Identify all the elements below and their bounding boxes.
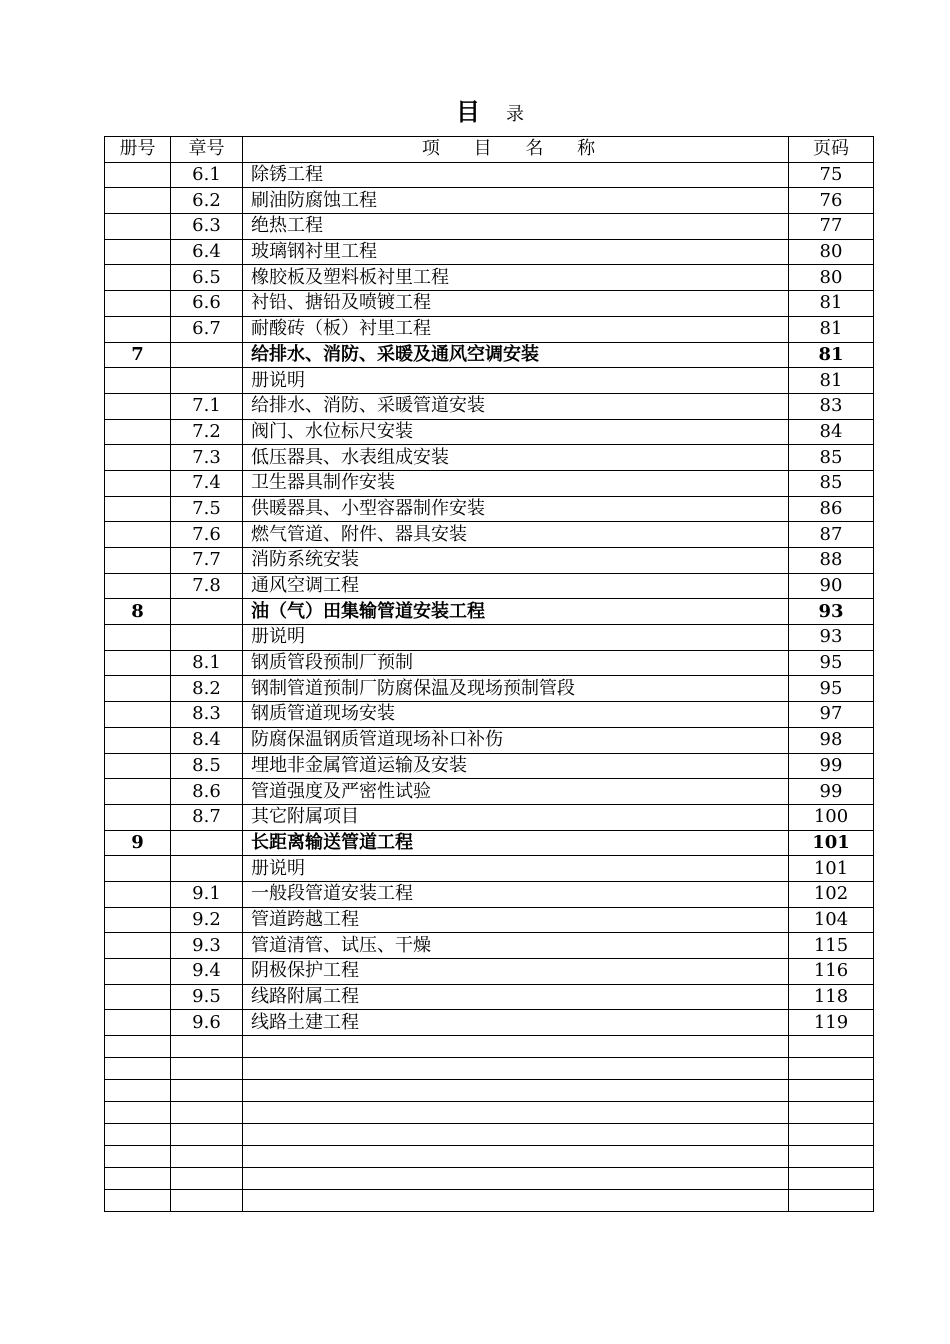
volume-cell xyxy=(105,419,171,445)
chapter-cell xyxy=(171,625,243,651)
table-row xyxy=(105,496,874,522)
empty-cell xyxy=(789,1190,874,1212)
empty-cell xyxy=(171,1168,243,1190)
page-number-cell: 95 xyxy=(789,650,874,676)
table-row xyxy=(105,162,874,188)
page-number-cell: 116 xyxy=(789,959,874,985)
volume-cell xyxy=(105,445,171,471)
header-chapter: 章号 xyxy=(171,137,243,163)
page-number-cell: 119 xyxy=(789,1010,874,1036)
item-name-cell: 玻璃钢衬里工程 xyxy=(243,239,789,265)
chapter-cell: 9.1 xyxy=(171,881,243,907)
item-name-cell: 给排水、消防、采暖及通风空调安装 xyxy=(243,342,789,368)
item-name-cell: 绝热工程 xyxy=(243,214,789,240)
item-name-cell: 防腐保温钢质管道现场补口补伤 xyxy=(243,727,789,753)
chapter-cell: 6.2 xyxy=(171,188,243,214)
item-name-cell: 其它附属项目 xyxy=(243,804,789,830)
table-row xyxy=(105,933,874,959)
empty-cell xyxy=(789,1124,874,1146)
volume-cell xyxy=(105,265,171,291)
item-name-cell: 管道清管、试压、干燥 xyxy=(243,933,789,959)
item-name-cell: 阀门、水位标尺安装 xyxy=(243,419,789,445)
item-name-cell: 长距离输送管道工程 xyxy=(243,830,789,856)
page-number-cell: 95 xyxy=(789,676,874,702)
chapter-cell: 6.3 xyxy=(171,214,243,240)
item-name-cell: 耐酸砖（板）衬里工程 xyxy=(243,316,789,342)
chapter-cell: 6.6 xyxy=(171,291,243,317)
table-row xyxy=(105,188,874,214)
chapter-cell: 7.2 xyxy=(171,419,243,445)
table-row xyxy=(105,291,874,317)
chapter-cell xyxy=(171,599,243,625)
empty-cell xyxy=(171,1190,243,1212)
empty-cell xyxy=(105,1102,171,1124)
page-number-cell: 97 xyxy=(789,702,874,728)
page-number-cell: 115 xyxy=(789,933,874,959)
empty-row xyxy=(105,1102,874,1124)
chapter-cell: 6.7 xyxy=(171,316,243,342)
item-name-cell: 阴极保护工程 xyxy=(243,959,789,985)
page-number-cell: 118 xyxy=(789,984,874,1010)
empty-cell xyxy=(171,1080,243,1102)
page-number-cell: 81 xyxy=(789,316,874,342)
empty-cell xyxy=(243,1146,789,1168)
header-page: 页码 xyxy=(789,137,874,163)
volume-cell xyxy=(105,804,171,830)
item-name-cell: 除锈工程 xyxy=(243,162,789,188)
table-row xyxy=(105,548,874,574)
chapter-cell: 9.5 xyxy=(171,984,243,1010)
empty-cell xyxy=(243,1190,789,1212)
chapter-cell xyxy=(171,830,243,856)
chapter-cell: 8.6 xyxy=(171,779,243,805)
volume-cell xyxy=(105,856,171,882)
page-number-cell: 85 xyxy=(789,470,874,496)
table-row xyxy=(105,856,874,882)
title-main: 目 xyxy=(456,97,480,126)
item-name-cell: 钢质管段预制厂预制 xyxy=(243,650,789,676)
volume-cell xyxy=(105,368,171,394)
volume-cell: 8 xyxy=(105,599,171,625)
table-row xyxy=(105,881,874,907)
volume-cell xyxy=(105,214,171,240)
table-row xyxy=(105,599,874,625)
volume-cell xyxy=(105,881,171,907)
page-number-cell: 88 xyxy=(789,548,874,574)
chapter-cell: 8.1 xyxy=(171,650,243,676)
item-name-cell: 管道强度及严密性试验 xyxy=(243,779,789,805)
empty-row xyxy=(105,1080,874,1102)
page-number-cell: 77 xyxy=(789,214,874,240)
table-row xyxy=(105,959,874,985)
chapter-cell: 7.7 xyxy=(171,548,243,574)
page-number-cell: 104 xyxy=(789,907,874,933)
empty-cell xyxy=(171,1102,243,1124)
volume-cell: 9 xyxy=(105,830,171,856)
volume-cell xyxy=(105,650,171,676)
table-row xyxy=(105,779,874,805)
empty-cell xyxy=(105,1036,171,1058)
table-row xyxy=(105,393,874,419)
page-number-cell: 81 xyxy=(789,368,874,394)
chapter-cell: 9.4 xyxy=(171,959,243,985)
header-row xyxy=(105,137,874,163)
empty-cell xyxy=(243,1168,789,1190)
table-row xyxy=(105,676,874,702)
empty-cell xyxy=(789,1036,874,1058)
table-row xyxy=(105,804,874,830)
empty-row xyxy=(105,1036,874,1058)
item-name-cell: 一般段管道安装工程 xyxy=(243,881,789,907)
page-number-cell: 101 xyxy=(789,830,874,856)
table-row xyxy=(105,573,874,599)
page-number-cell: 90 xyxy=(789,573,874,599)
empty-row xyxy=(105,1124,874,1146)
table-row xyxy=(105,702,874,728)
page-number-cell: 100 xyxy=(789,804,874,830)
volume-cell xyxy=(105,625,171,651)
item-name-cell: 钢质管道现场安装 xyxy=(243,702,789,728)
chapter-cell: 7.8 xyxy=(171,573,243,599)
chapter-cell: 9.6 xyxy=(171,1010,243,1036)
page-number-cell: 101 xyxy=(789,856,874,882)
empty-cell xyxy=(243,1036,789,1058)
table-row xyxy=(105,342,874,368)
empty-cell xyxy=(789,1080,874,1102)
table-row xyxy=(105,907,874,933)
item-name-cell: 册说明 xyxy=(243,625,789,651)
item-name-cell: 通风空调工程 xyxy=(243,573,789,599)
page-number-cell: 98 xyxy=(789,727,874,753)
table-row xyxy=(105,265,874,291)
title-sub: 录 xyxy=(506,104,524,125)
item-name-cell: 衬铅、搪铅及喷镀工程 xyxy=(243,291,789,317)
item-name-cell: 低压器具、水表组成安装 xyxy=(243,445,789,471)
volume-cell xyxy=(105,188,171,214)
chapter-cell: 6.4 xyxy=(171,239,243,265)
table-row xyxy=(105,239,874,265)
page-number-cell: 76 xyxy=(789,188,874,214)
volume-cell xyxy=(105,393,171,419)
page-number-cell: 93 xyxy=(789,625,874,651)
volume-cell xyxy=(105,779,171,805)
chapter-cell: 8.5 xyxy=(171,753,243,779)
chapter-cell: 7.5 xyxy=(171,496,243,522)
table-row xyxy=(105,368,874,394)
item-name-cell: 埋地非金属管道运输及安装 xyxy=(243,753,789,779)
empty-cell xyxy=(105,1124,171,1146)
volume-cell xyxy=(105,727,171,753)
table-row xyxy=(105,445,874,471)
empty-cell xyxy=(105,1080,171,1102)
chapter-cell: 7.1 xyxy=(171,393,243,419)
table-row xyxy=(105,470,874,496)
chapter-cell xyxy=(171,368,243,394)
empty-cell xyxy=(171,1058,243,1080)
page-number-cell: 80 xyxy=(789,239,874,265)
page-number-cell: 86 xyxy=(789,496,874,522)
chapter-cell: 9.3 xyxy=(171,933,243,959)
volume-cell xyxy=(105,1010,171,1036)
empty-row xyxy=(105,1058,874,1080)
empty-cell xyxy=(789,1146,874,1168)
chapter-cell: 6.5 xyxy=(171,265,243,291)
header-volume: 册号 xyxy=(105,137,171,163)
page-number-cell: 102 xyxy=(789,881,874,907)
empty-cell xyxy=(105,1190,171,1212)
empty-cell xyxy=(105,1168,171,1190)
volume-cell xyxy=(105,959,171,985)
table-row xyxy=(105,214,874,240)
empty-cell xyxy=(243,1058,789,1080)
empty-cell xyxy=(171,1146,243,1168)
page-number-cell: 75 xyxy=(789,162,874,188)
page-title xyxy=(0,96,950,131)
volume-cell xyxy=(105,573,171,599)
page-number-cell: 81 xyxy=(789,342,874,368)
empty-cell xyxy=(789,1168,874,1190)
item-name-cell: 油（气）田集输管道安装工程 xyxy=(243,599,789,625)
chapter-cell: 9.2 xyxy=(171,907,243,933)
volume-cell xyxy=(105,676,171,702)
chapter-cell: 8.7 xyxy=(171,804,243,830)
volume-cell xyxy=(105,984,171,1010)
empty-row xyxy=(105,1146,874,1168)
chapter-cell: 6.1 xyxy=(171,162,243,188)
page-number-cell: 80 xyxy=(789,265,874,291)
chapter-cell: 8.3 xyxy=(171,702,243,728)
volume-cell xyxy=(105,162,171,188)
volume-cell xyxy=(105,291,171,317)
empty-cell xyxy=(789,1102,874,1124)
page-number-cell: 84 xyxy=(789,419,874,445)
item-name-cell: 供暖器具、小型容器制作安装 xyxy=(243,496,789,522)
volume-cell xyxy=(105,496,171,522)
table-row xyxy=(105,984,874,1010)
table-row xyxy=(105,625,874,651)
page-number-cell: 87 xyxy=(789,522,874,548)
empty-cell xyxy=(243,1124,789,1146)
empty-cell xyxy=(105,1146,171,1168)
item-name-cell: 管道跨越工程 xyxy=(243,907,789,933)
item-name-cell: 册说明 xyxy=(243,856,789,882)
chapter-cell xyxy=(171,856,243,882)
page-number-cell: 83 xyxy=(789,393,874,419)
volume-cell xyxy=(105,548,171,574)
empty-cell xyxy=(243,1102,789,1124)
item-name-cell: 线路土建工程 xyxy=(243,1010,789,1036)
empty-cell xyxy=(105,1058,171,1080)
chapter-cell: 7.6 xyxy=(171,522,243,548)
chapter-cell xyxy=(171,342,243,368)
table-row xyxy=(105,753,874,779)
empty-cell xyxy=(171,1036,243,1058)
empty-cell xyxy=(789,1058,874,1080)
volume-cell xyxy=(105,702,171,728)
volume-cell: 7 xyxy=(105,342,171,368)
table-row xyxy=(105,830,874,856)
page-number-cell: 81 xyxy=(789,291,874,317)
page-number-cell: 85 xyxy=(789,445,874,471)
item-name-cell: 给排水、消防、采暖管道安装 xyxy=(243,393,789,419)
volume-cell xyxy=(105,753,171,779)
page-number-cell: 99 xyxy=(789,753,874,779)
item-name-cell: 燃气管道、附件、器具安装 xyxy=(243,522,789,548)
item-name-cell: 刷油防腐蚀工程 xyxy=(243,188,789,214)
volume-cell xyxy=(105,522,171,548)
page-number-cell: 93 xyxy=(789,599,874,625)
table-row xyxy=(105,419,874,445)
item-name-cell: 钢制管道预制厂防腐保温及现场预制管段 xyxy=(243,676,789,702)
table-row xyxy=(105,522,874,548)
table-row xyxy=(105,316,874,342)
volume-cell xyxy=(105,470,171,496)
toc-table xyxy=(104,136,874,1212)
chapter-cell: 8.2 xyxy=(171,676,243,702)
item-name-cell: 消防系统安装 xyxy=(243,548,789,574)
toc-body xyxy=(105,162,874,1211)
chapter-cell: 7.4 xyxy=(171,470,243,496)
item-name-cell: 卫生器具制作安装 xyxy=(243,470,789,496)
table-row xyxy=(105,1010,874,1036)
volume-cell xyxy=(105,239,171,265)
empty-cell xyxy=(243,1080,789,1102)
volume-cell xyxy=(105,933,171,959)
volume-cell xyxy=(105,907,171,933)
empty-cell xyxy=(171,1124,243,1146)
page-number-cell: 99 xyxy=(789,779,874,805)
table-row xyxy=(105,650,874,676)
item-name-cell: 橡胶板及塑料板衬里工程 xyxy=(243,265,789,291)
empty-row xyxy=(105,1168,874,1190)
header-item-name: 项 目 名 称 xyxy=(243,137,789,163)
item-name-cell: 册说明 xyxy=(243,368,789,394)
chapter-cell: 8.4 xyxy=(171,727,243,753)
table-row xyxy=(105,727,874,753)
empty-row xyxy=(105,1190,874,1212)
volume-cell xyxy=(105,316,171,342)
chapter-cell: 7.3 xyxy=(171,445,243,471)
item-name-cell: 线路附属工程 xyxy=(243,984,789,1010)
